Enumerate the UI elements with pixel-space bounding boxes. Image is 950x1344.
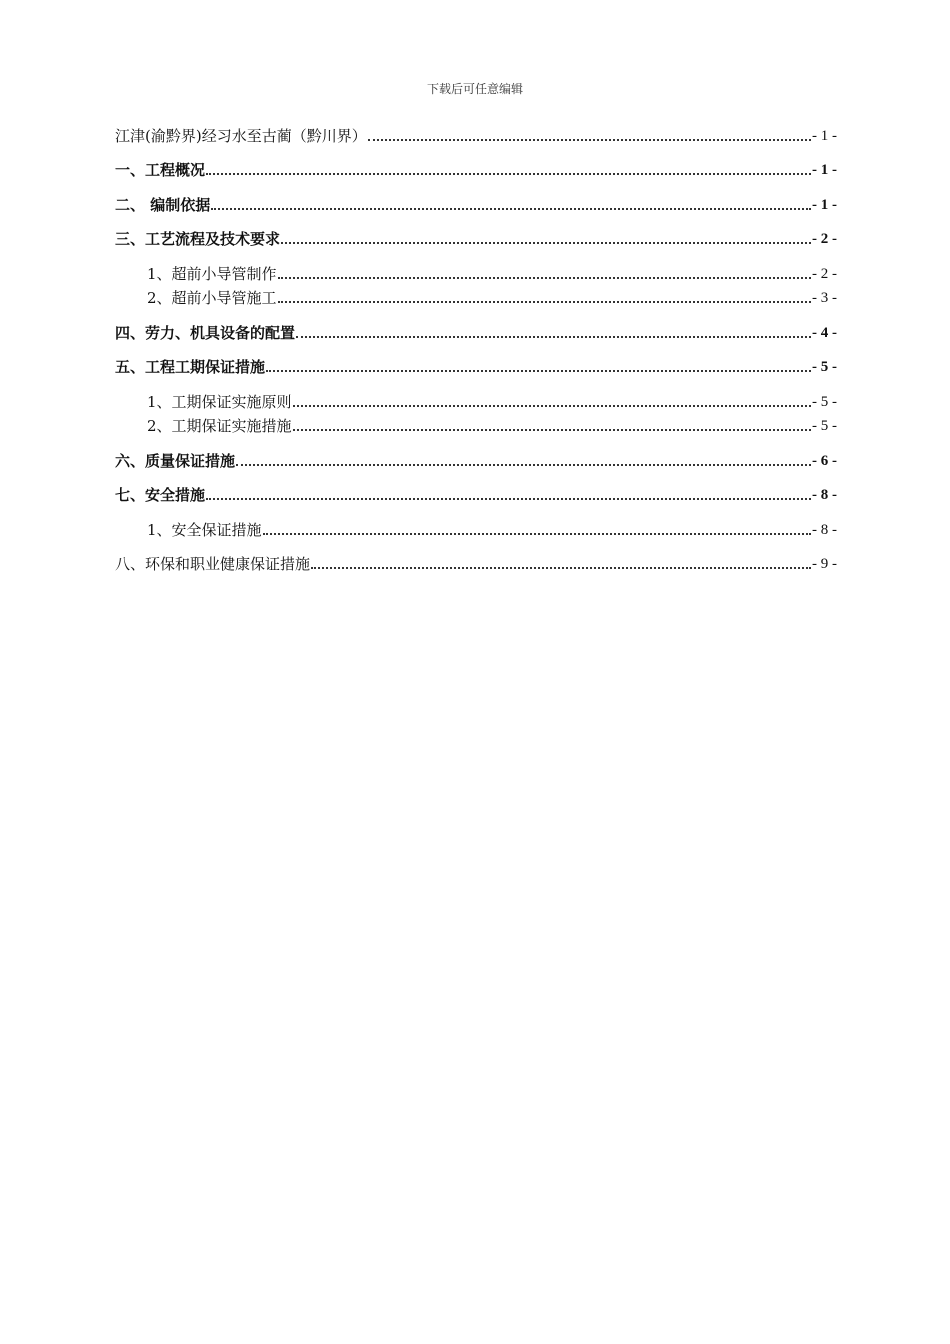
- toc-entry-page: - 8 -: [812, 487, 837, 503]
- toc-entry-label: 八、环保和职业健康保证措施: [115, 555, 311, 573]
- toc-leader-dots: [278, 264, 811, 284]
- toc-entry-label: 六、质量保证措施: [115, 452, 236, 470]
- toc-entry[interactable]: [115, 126, 837, 146]
- toc-entry-label: 二、 编制依据: [115, 196, 211, 214]
- toc-entry-page: - 3 -: [812, 290, 837, 306]
- toc-entry-label: 三、工艺流程及技术要求: [115, 230, 281, 248]
- toc-leader-dots: [211, 195, 811, 215]
- toc-entry-page: - 2 -: [812, 266, 837, 282]
- toc-entry[interactable]: [115, 323, 837, 343]
- toc-entry-label: 2、超前小导管施工: [147, 289, 277, 307]
- toc-entry-label: 江津(渝黔界)经习水至古蔺（黔川界）: [115, 127, 367, 145]
- toc-entry[interactable]: [115, 160, 837, 180]
- toc-entry-page: - 2 -: [812, 231, 837, 247]
- toc-entry-label: 七、安全措施: [115, 486, 206, 504]
- toc-subentry[interactable]: [147, 288, 837, 308]
- toc-entry-page: - 5 -: [812, 359, 837, 375]
- toc-entry-label: 四、劳力、机具设备的配置: [115, 324, 296, 342]
- toc-entry[interactable]: [115, 485, 837, 505]
- toc-entry-label: 1、超前小导管制作: [147, 265, 277, 283]
- toc-leader-dots: [263, 520, 811, 540]
- toc-entry-page: - 5 -: [812, 418, 837, 434]
- toc-subentry[interactable]: [147, 416, 837, 436]
- toc-entry-label: 1、安全保证措施: [147, 521, 262, 539]
- toc-entry[interactable]: [115, 554, 837, 574]
- toc-entry-label: 一、工程概况: [115, 161, 206, 179]
- toc-leader-dots: [368, 126, 811, 146]
- toc-subentry[interactable]: [147, 264, 837, 284]
- toc-leader-dots: [281, 229, 811, 249]
- toc-entry-label: 2、工期保证实施措施: [147, 417, 292, 435]
- toc-leader-dots: [206, 485, 811, 505]
- toc-leader-dots: [293, 416, 811, 436]
- toc-entry-page: - 8 -: [812, 522, 837, 538]
- toc-leader-dots: [206, 160, 811, 180]
- page-header: 下载后可任意编辑: [426, 82, 523, 96]
- toc-leader-dots: [311, 554, 811, 574]
- toc-entry[interactable]: [115, 229, 837, 249]
- toc-entry[interactable]: [115, 195, 837, 215]
- toc-entry-label: 五、工程工期保证措施: [115, 358, 266, 376]
- toc-subentry[interactable]: [147, 392, 837, 412]
- toc-leader-dots: [296, 323, 811, 343]
- toc-entry[interactable]: [115, 451, 837, 471]
- toc-entry-page: - 1 -: [812, 162, 837, 178]
- toc-subentry[interactable]: [147, 520, 837, 540]
- toc-entry-page: - 1 -: [812, 128, 837, 144]
- toc-leader-dots: [278, 288, 811, 308]
- toc-leader-dots: [236, 451, 811, 471]
- toc-leader-dots: [293, 392, 811, 412]
- toc-entry-page: - 4 -: [812, 325, 837, 341]
- toc-entry-page: - 9 -: [812, 556, 837, 572]
- toc-entry[interactable]: [115, 357, 837, 377]
- toc-entry-page: - 1 -: [812, 197, 837, 213]
- toc-entry-page: - 6 -: [812, 453, 837, 469]
- toc-leader-dots: [266, 357, 811, 377]
- toc-entry-page: - 5 -: [812, 394, 837, 410]
- toc-entry-label: 1、工期保证实施原则: [147, 393, 292, 411]
